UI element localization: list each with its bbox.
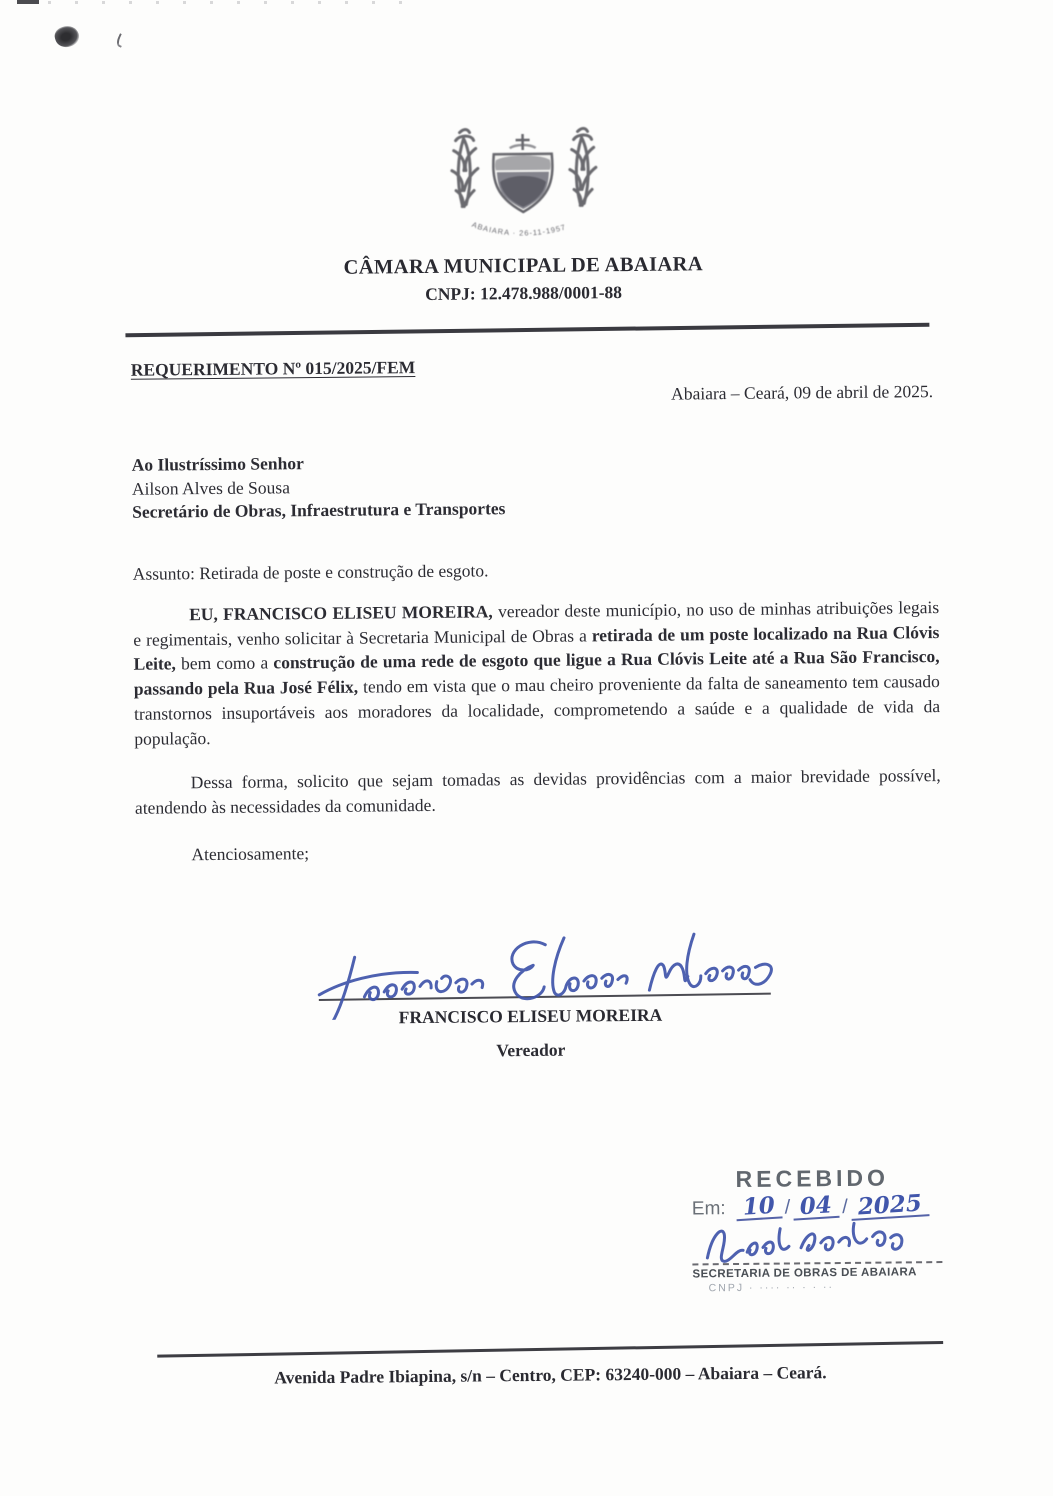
received-stamp <box>691 1164 954 1295</box>
signer-name: FRANCISCO ELISEU MOREIRA <box>398 1004 663 1028</box>
header-divider-rule <box>125 323 929 337</box>
bold-segment: construção de uma rede de esgoto que ligue a Rua Clóvis Leite até a Rua São Francisco, passando pela Rua José Félix, <box>133 646 940 699</box>
stamp-slash: / <box>842 1195 848 1218</box>
body-paragraph-1 <box>133 595 940 751</box>
org-name-title: CÂMARA MUNICIPAL DE ABAIARA <box>343 253 704 279</box>
text-segment: bem como a <box>175 652 274 674</box>
scan-artifact-dash <box>17 0 39 4</box>
stamp-handwritten-year: 2025 <box>850 1191 929 1221</box>
addressee-block <box>132 450 506 524</box>
text-segment: tendo em vista que o mau cheiro proveniente da falta de saneamento tem causado transtornos insuportáveis aos moradores da localidade, comprometendo a saúde e a qualidade de vida da população. <box>133 671 941 749</box>
stamp-office-label: SECRETARIA DE OBRAS DE ABAIARA <box>692 1261 942 1280</box>
stamp-handwritten-signature <box>694 1212 929 1266</box>
text-segment: vereador deste município, no uso de minhas atribuições legais e regimentais, venho solicitar à Secretaria Municipal de Obras a <box>133 597 940 650</box>
place-date-line: Abaiara – Ceará, 09 de abril de 2025. <box>671 381 934 404</box>
addressee-role: Secretário de Obras, Infraestrutura e Transportes <box>132 498 506 522</box>
org-cnpj-line: CNPJ: 12.478.988/0001-88 <box>425 282 623 304</box>
stamp-handwritten-day: 10 <box>735 1193 782 1221</box>
stamp-em-label: Em: <box>691 1198 726 1220</box>
subject-line: Assunto: Retirada de poste e construção de esgoto. <box>132 560 489 584</box>
bold-segment: retirada de um poste localizado na Rua Clóvis Leite, <box>133 621 940 675</box>
abaiara-coat-of-arms-logo <box>405 119 640 249</box>
stamp-received-label: RECEBIDO <box>735 1164 890 1193</box>
signer-title: Vereador <box>496 1039 566 1061</box>
bold-segment: EU, FRANCISCO ELISEU MOREIRA, <box>189 601 493 625</box>
footer-address: Avenida Padre Ibiapina, s/n – Centro, CEP: 63240-000 – Abaiara – Ceará. <box>274 1362 827 1388</box>
document-number-heading: REQUERIMENTO Nº 015/2025/FEM <box>130 357 416 380</box>
stamp-slash: / <box>784 1196 791 1219</box>
footer-divider-rule <box>157 1341 943 1358</box>
addressee-name: Ailson Alves de Sousa <box>131 476 291 499</box>
closing-line: Atenciosamente; <box>191 843 310 865</box>
stamp-cnpj-line: CNPJ · ···· ·· · · ·· <box>708 1281 835 1295</box>
stamp-handwritten-month: 04 <box>792 1193 839 1221</box>
logo-motto-text: ABAIARA · 26-11-1957 <box>470 219 568 238</box>
addressee-salutation: Ao Ilustríssimo Senhor <box>131 453 304 475</box>
body-paragraph-2: Dessa forma, solicito que sejam tomadas as devidas providências com a maior brevidade possível, atendendo às necessidades da comunidade. <box>134 765 941 818</box>
